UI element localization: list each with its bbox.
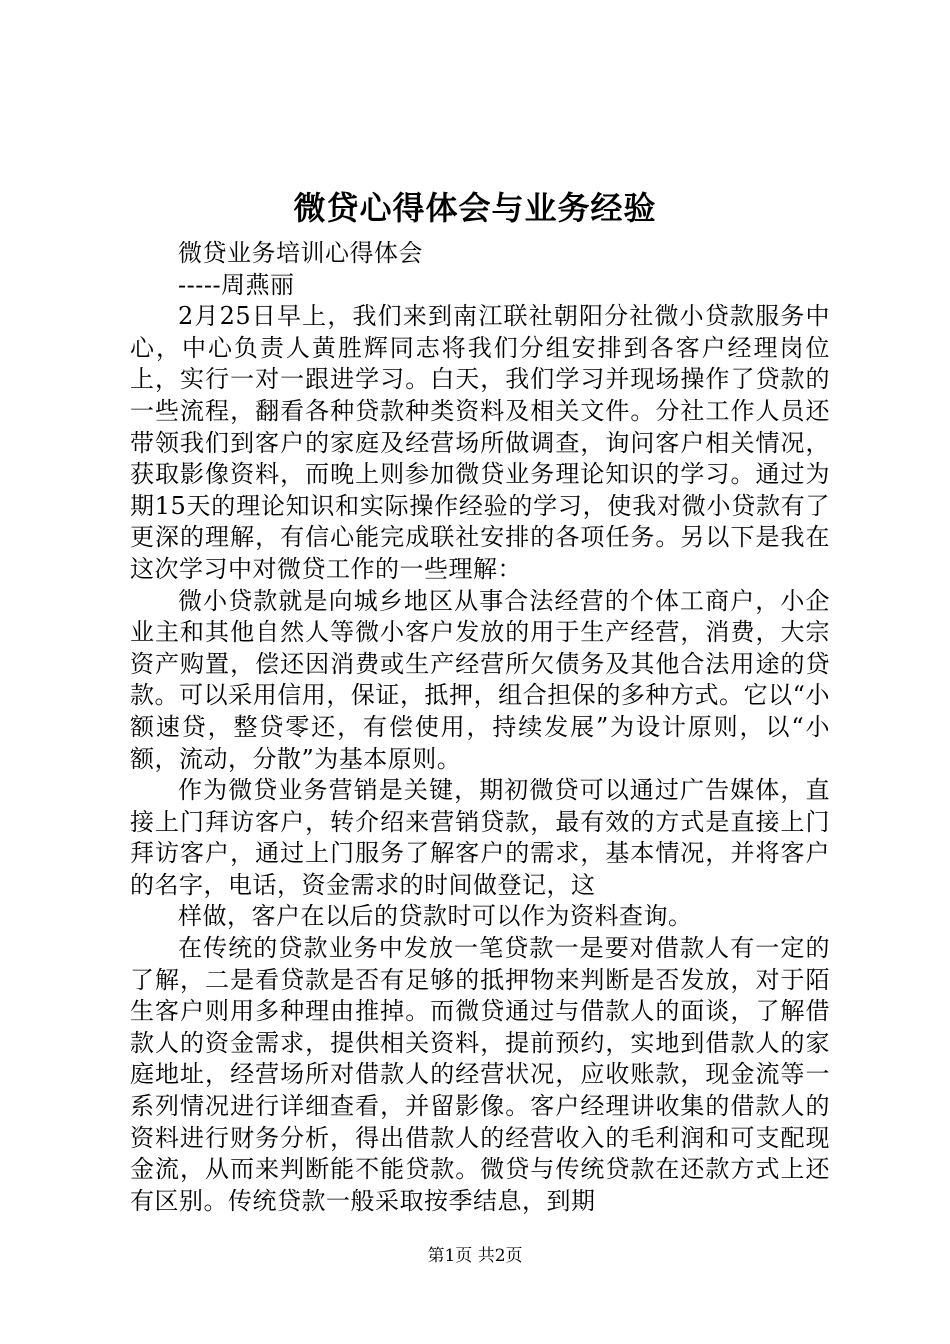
paragraph: 2月25日早上，我们来到南江联社朝阳分社微小贷款服务中心，中心负责人黄胜辉同志将我们分组安排到各客户经理岗位上，实行一对一跟进学习。白天，我们学习并现场操作了贷款的一些流程，翻看各种贷款种类资料及相关文件。分社工作人员还带领我们到客户的家庭及经营场所做调查，询问客户相关情况，获取影像资料，而晚上则参加微贷业务理论知识的学习。通过为期15天的理论知识和实际操作经验的学习，使我对微小贷款有了更深的理解，有信心能完成联社安排的各项任务。另以下是我在这次学习中对微贷工作的一些理解： bbox=[130, 302, 830, 583]
page-number-footer: 第1页 共2页 bbox=[427, 1246, 523, 1266]
paragraph: 在传统的贷款业务中发放一笔贷款一是要对借款人有一定的了解，二是看贷款是否有足够的抵押物来判断是否发放，对于陌生客户则用多种理由推掉。而微贷通过与借款人的面谈，了解借款人的资金需求，提供相关资料，提前预约，实地到借款人的家庭地址，经营场所对借款人的经营状况，应收账款，现金流等一系列情况进行详细查看，并留影像。客户经理讲收集的借款人的资料进行财务分析，得出借款人的经营收入的毛利润和可支配现金流，从而来判断能不能贷款。微贷与传统贷款在还款方式上还有区别。传统贷款一般采取按季结息，到期 bbox=[130, 934, 830, 1215]
paragraph: 作为微贷业务营销是关键，期初微贷可以通过广告媒体，直接上门拜访客户，转介绍来营销贷款，最有效的方式是直接上门拜访客户，通过上门服务了解客户的需求，基本情况，并将客户的名字，电话，资金需求的时间做登记，这 bbox=[130, 776, 830, 899]
document-author: -----周燕丽 bbox=[178, 270, 295, 299]
document-title: 微贷心得体会与业务经验 bbox=[293, 189, 657, 227]
document-body bbox=[130, 238, 830, 1217]
document-subtitle: 微贷业务培训心得体会 bbox=[178, 239, 423, 267]
paragraph: 微小贷款就是向城乡地区从事合法经营的个体工商户，小企业主和其他自然人等微小客户发放的用于生产经营，消费，大宗资产购置，偿还因消费或生产经营所欠债务及其他合法用途的贷款。可以采用信用，保证，抵押，组合担保的多种方式。它以“小额速贷，整贷零还，有偿使用，持续发展”为设计原则，以“小额，流动，分散”为基本原则。 bbox=[130, 586, 830, 773]
paragraph: 样做，客户在以后的贷款时可以作为资料查询。 bbox=[178, 902, 693, 931]
